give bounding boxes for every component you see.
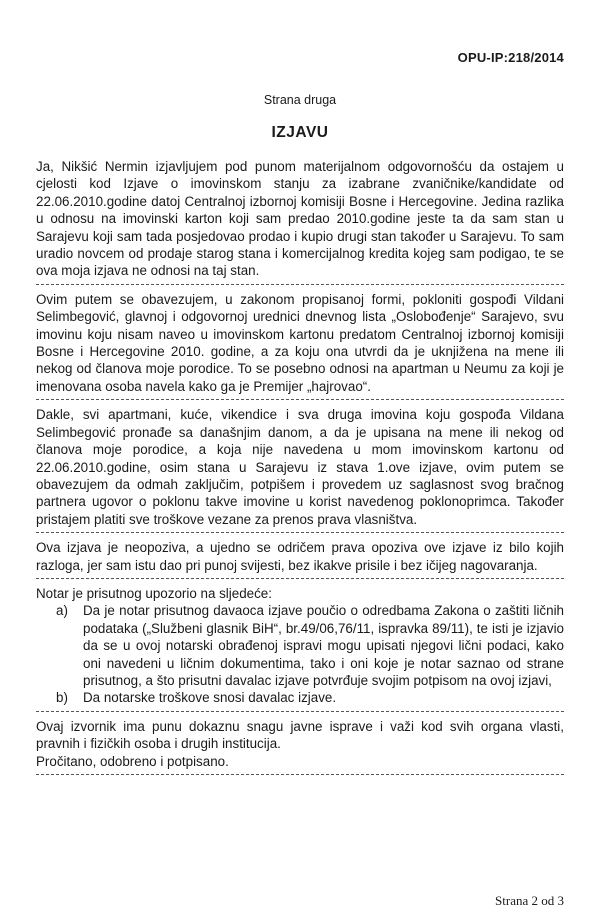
notary-item-a (36, 602, 564, 689)
notary-item-text: Da notarske troškove snosi davalac izjave. (83, 690, 337, 706)
dashed-separator (36, 284, 564, 285)
notary-item-text: Da je notar prisutnog davaoca izjave poučio o odredbama Zakona o zaštiti ličnih podataka („Službeni glasnik BiH“, br.49/06,76/11, ispravka 89/11), te isti je izjavio da se u ovoj notarski obrađenoj ispravi mogu upisati njegovi lični podaci, kako oni navedeni u ličnim dokumentima, tako i oni koje je notar saznao od strane prisutnog, a što prisutni davalac izjave potvrđuje svojim potpisom na ovoj izjavi, (83, 603, 564, 688)
closing-read-approved: Pročitano, odobreno i potpisano. (36, 753, 229, 769)
notary-list (36, 602, 564, 706)
document-title: IZJAVU (271, 124, 329, 141)
paragraph-4: Ova izjava je neopoziva, a ujedno se odričem prava opoziva ove izjave iz bilo kojih razloga, jer sam istu dao pri punoj svijesti, bez ikakve prisile i bez ičijeg nagovaranja. (36, 540, 564, 573)
document-body (36, 158, 564, 781)
notary-item-b (36, 689, 564, 706)
dashed-separator (36, 578, 564, 579)
list-marker: a) (56, 603, 68, 619)
document-reference-number: OPU-IP:218/2014 (457, 50, 564, 65)
page-number: Strana 2 od 3 (495, 893, 564, 908)
dashed-separator (36, 532, 564, 533)
list-marker: b) (56, 690, 68, 706)
document-subtitle: Strana druga (263, 93, 337, 107)
notary-intro: Notar je prisutnog upozorio na sljedeće: (36, 585, 272, 601)
paragraph-2: Ovim putem se obavezujem, u zakonom propisanoj formi, pokloniti gospođi Vildani Selimbegović, glavnoj i odgovornoj urednici dnevnog lista „Oslobođenje“ Sarajevo, svu imovinu koju nisam naveo u imovinskom kartonu predatom Centralnoj izbornoj komisiji Bosne i Hercegovine 2010. godine, a za koju ona utvrdi da je uknjižena na mene ili nekog od članova moje porodice. To se posebno odnosi na apartman u Neumu za koji je imenovana osoba navela kako ga je Premijer „hajrovao“. (36, 291, 564, 394)
dashed-separator (36, 774, 564, 775)
paragraph-1: Ja, Nikšić Nermin izjavljujem pod punom materijalnom odgovornošću da ostajem u cjelosti kod Izjave o imovinskom stanju za izabrane zvaničnike/kandidate od 22.06.2010.godine datoj Centralnoj izbornoj komisiji Bosne i Hercegovine. Jedina razlika u odnosu na imovinski karton koji sam predao 2010.godine jeste ta da sam stan u Sarajevu koji sam tada posjedovao prodao i kupio drugi stan također u Sarajevu. To sam uradio novcem od prodaje starog stana i komercijalnog kredita kojeg sam podigao, te se ova moja izjava ne odnosi na taj stan. (36, 159, 564, 279)
closing-text: Ovaj izvornik ima punu dokaznu snagu javne isprave i važi kod svih organa vlasti, pravnih i fizičkih osoba i drugih institucija. (36, 718, 564, 752)
dashed-separator (36, 399, 564, 400)
dashed-separator (36, 711, 564, 712)
paragraph-3: Dakle, svi apartmani, kuće, vikendice i sva druga imovina koju gospođa Vildana Selimbegović pronađe sa današnjim danom, a da je upisana na mene ili nekog od članova moje porodice, a koja nije navedena u mom imovinskom kartonu od 22.06.2010.godine, osim stana u Sarajevu iz stava 1.ove izjave, ovim putem se obavezujem da odmah zaključim, potpišem i provedem uz saglasnost svog bračnog partnera ugovor o poklonu takve imovine u korist navedenog poklonoprimca. Također pristajem platiti sve troškove vezane za prenos prava vlasništva. (36, 407, 564, 527)
